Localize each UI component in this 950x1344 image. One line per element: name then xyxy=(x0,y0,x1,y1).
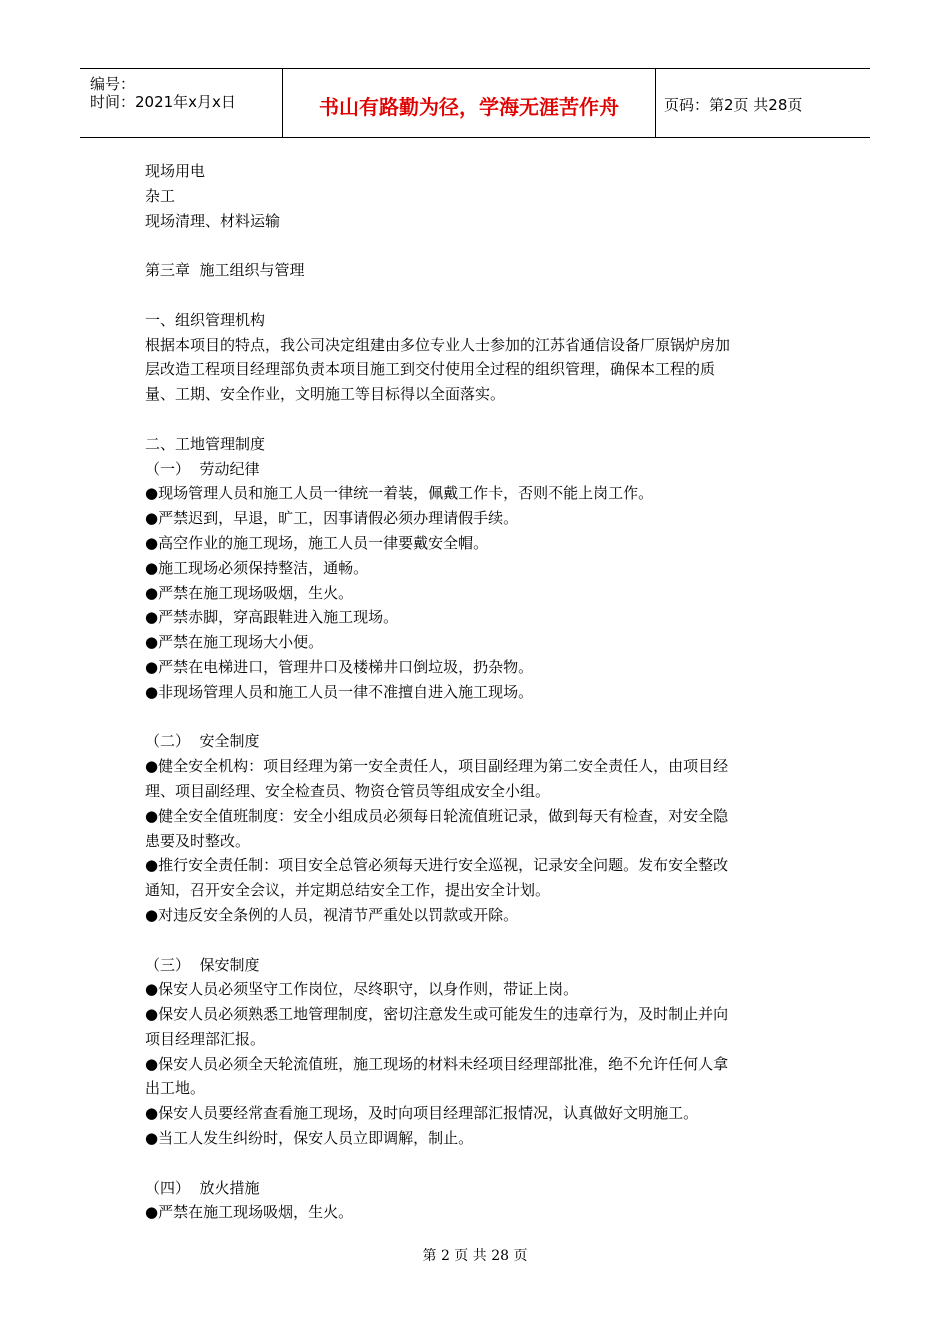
body-line: ●健全安全值班制度：安全小组成员必须每日轮流值班记录，做到每天有检查，对安全隐 xyxy=(145,806,729,825)
body-line: ●严禁在电梯进口，管理井口及楼梯井口倒垃圾，扔杂物。 xyxy=(145,657,534,676)
body-line: ●现场管理人员和施工人员一律统一着装，佩戴工作卡，否则不能上岗工作。 xyxy=(145,484,654,503)
body-line: ●施工现场必须保持整洁，通畅。 xyxy=(145,558,369,577)
body-line: 杂工 xyxy=(145,186,176,205)
document-body xyxy=(145,159,810,1225)
body-line: （三） 保安制度 xyxy=(145,955,260,974)
header-page-info: 页码：第2页 共28页 xyxy=(664,96,803,114)
blank-line xyxy=(145,1151,810,1176)
blank-line xyxy=(145,283,810,308)
body-line: 一、组织管理机构 xyxy=(145,310,266,329)
page-header xyxy=(80,68,870,138)
body-line: （一） 劳动纪律 xyxy=(145,459,260,478)
body-line: ●严禁在施工现场吸烟，生火。 xyxy=(145,583,354,602)
body-line: ●当工人发生纠纷时，保安人员立即调解，制止。 xyxy=(145,1129,474,1148)
body-line: ●非现场管理人员和施工人员一律不准擅自进入施工现场。 xyxy=(145,682,534,701)
header-motto: 书山有路勤为径，学海无涯苦作舟 xyxy=(319,95,619,119)
body-line: ●保安人员要经常查看施工现场，及时向项目经理部汇报情况，认真做好文明施工。 xyxy=(145,1104,699,1123)
body-line: ●严禁赤脚，穿高跟鞋进入施工现场。 xyxy=(145,608,399,627)
body-line: 二、工地管理制度 xyxy=(145,434,266,453)
blank-line xyxy=(145,705,810,730)
body-line: （二） 安全制度 xyxy=(145,732,260,751)
blank-line xyxy=(145,407,810,432)
header-motto-cell xyxy=(282,69,656,137)
body-line: （四） 放火措施 xyxy=(145,1178,260,1197)
body-line: 患要及时整改。 xyxy=(145,831,251,850)
body-line: 现场用电 xyxy=(145,162,206,180)
body-line: ●对违反安全条例的人员，视清节严重处以罚款或开除。 xyxy=(145,905,519,924)
document-number-label: 编号： xyxy=(90,75,136,93)
body-line: 量、工期、安全作业，文明施工等目标得以全面落实。 xyxy=(145,385,506,404)
body-line: ●严禁在施工现场大小便。 xyxy=(145,633,324,652)
blank-line xyxy=(145,928,810,953)
body-line: ●保安人员必须坚守工作岗位，尽终职守，以身作则，带证上岗。 xyxy=(145,980,579,999)
header-page-cell xyxy=(654,69,870,137)
body-line: ●健全安全机构：项目经理为第一安全责任人，项目副经理为第二安全责任人，由项目经 xyxy=(145,757,729,776)
body-line: ●推行安全责任制：项目安全总管必须每天进行安全巡视，记录安全问题。发布安全整改 xyxy=(145,856,729,875)
header-meta-cell xyxy=(80,69,282,137)
body-line: 项目经理部汇报。 xyxy=(145,1029,266,1048)
page-footer: 第 2 页 共 28 页 xyxy=(422,1248,528,1264)
body-line: 出工地。 xyxy=(145,1079,206,1098)
document-time-label: 时间：2021年x月x日 xyxy=(90,93,236,111)
body-line: 通知，召开安全会议，并定期总结安全工作，提出安全计划。 xyxy=(145,881,551,900)
body-line: 理、项目副经理、安全检查员、物资仓管员等组成安全小组。 xyxy=(145,781,551,800)
body-line: 根据本项目的特点，我公司决定组建由多位专业人士参加的江苏省通信设备厂原锅炉房加 xyxy=(145,335,731,354)
body-line: 第三章 施工组织与管理 xyxy=(145,261,305,280)
body-line: ●保安人员必须熟悉工地管理制度，密切注意发生或可能发生的违章行为，及时制止并向 xyxy=(145,1005,729,1024)
body-line: 现场清理、材料运输 xyxy=(145,211,281,230)
body-line: 层改造工程项目经理部负责本项目施工到交付使用全过程的组织管理，确保本工程的质 xyxy=(145,360,716,379)
body-line: ●保安人员必须全天轮流值班，施工现场的材料未经项目经理部批准，绝不允许任何人拿 xyxy=(145,1054,729,1073)
body-line: ●严禁在施工现场吸烟，生火。 xyxy=(145,1203,354,1222)
blank-line xyxy=(145,233,810,258)
body-line: ●严禁迟到，早退，旷工，因事请假必须办理请假手续。 xyxy=(145,509,519,528)
body-line: ●高空作业的施工现场，施工人员一律要戴安全帽。 xyxy=(145,533,489,552)
